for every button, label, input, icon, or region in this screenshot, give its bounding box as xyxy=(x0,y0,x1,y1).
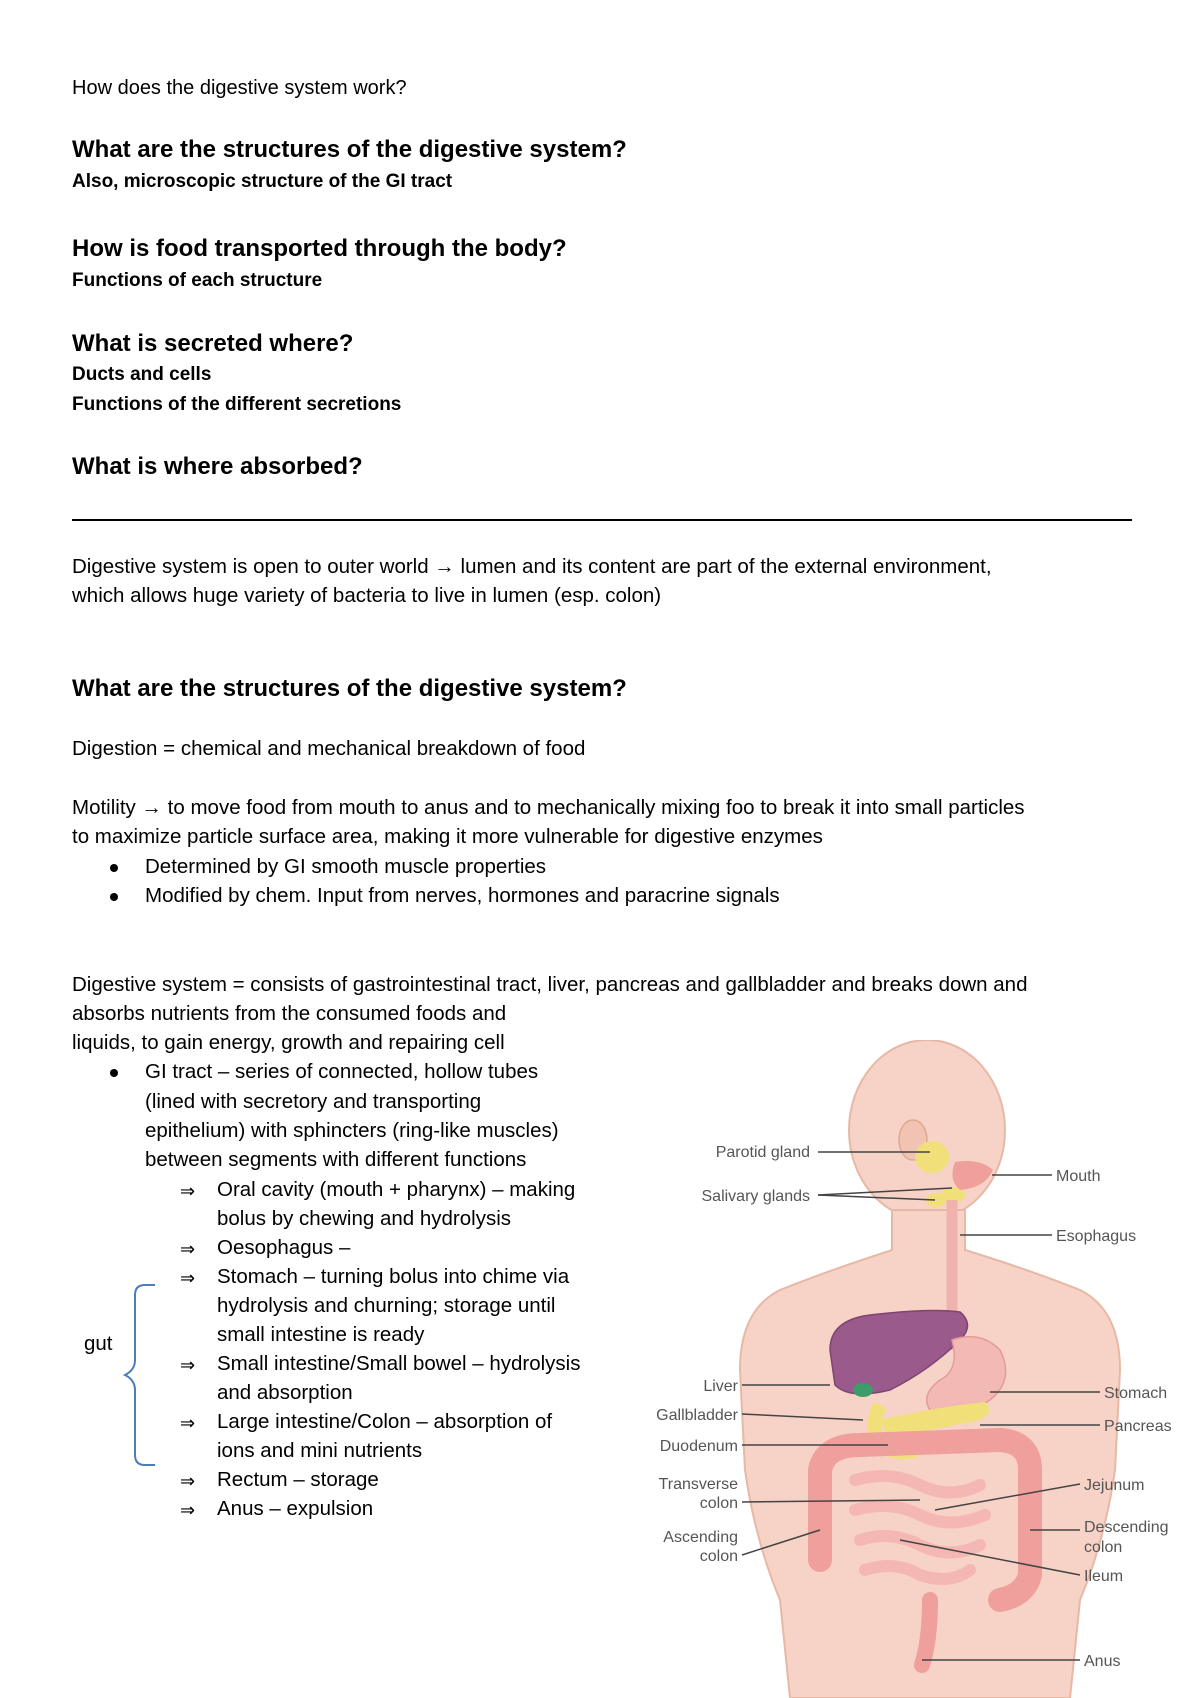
system-line-1: Digestive system = consists of gastrointestinal tract, liver, pancreas and gallbladder and breaks down and xyxy=(72,973,1028,996)
rectum-organ xyxy=(922,1600,930,1665)
part-stomach-line-3: small intestine is ready xyxy=(217,1323,425,1346)
motility-line-2: to maximize particle surface area, making it more vulnerable for digestive enzymes xyxy=(72,825,823,848)
label-descending-2: colon xyxy=(1084,1539,1123,1556)
double-arrow-icon: ⇒ xyxy=(180,1500,196,1520)
gi-bullet-line-4: between segments with different functions xyxy=(145,1148,527,1171)
label-pancreas: Pancreas xyxy=(1104,1418,1172,1435)
motility-line-1: Motility → to move food from mouth to anus and to mechanically mixing foo to break it into small particles xyxy=(72,796,1025,819)
double-arrow-icon: ⇒ xyxy=(180,1413,196,1433)
part-oesophagus: Oesophagus – xyxy=(217,1236,351,1259)
gi-bullet-line-1: GI tract – series of connected, hollow tubes xyxy=(145,1060,539,1083)
topic-heading-absorbed: What is where absorbed? xyxy=(72,453,363,480)
part-stomach-line-1: Stomach – turning bolus into chime via xyxy=(217,1265,570,1288)
label-transverse-1: Transverse xyxy=(658,1476,738,1493)
topic-sub-ducts: Ducts and cells xyxy=(72,364,212,385)
intro-question: How does the digestive system work? xyxy=(72,77,407,99)
topic-heading-structures: What are the structures of the digestive system? xyxy=(72,136,627,163)
part-anus: Anus – expulsion xyxy=(217,1497,374,1520)
system-line-2: absorbs nutrients from the consumed foods and xyxy=(72,1002,507,1025)
section-heading: What are the structures of the digestive system? xyxy=(72,675,627,702)
double-arrow-icon: ⇒ xyxy=(180,1239,196,1259)
double-arrow-icon: ⇒ xyxy=(180,1268,196,1288)
digestion-definition: Digestion = chemical and mechanical breakdown of food xyxy=(72,737,586,760)
label-ascending-2: colon xyxy=(699,1548,738,1565)
part-stomach-line-2: hydrolysis and churning; storage until xyxy=(217,1294,556,1317)
label-liver: Liver xyxy=(703,1378,738,1395)
digestive-system-diagram xyxy=(630,1040,1200,1698)
gi-bullet-line-3: epithelium) with sphincters (ring-like muscles) xyxy=(145,1119,559,1142)
motility-bullet-2: Modified by chem. Input from nerves, hormones and paracrine signals xyxy=(145,884,780,907)
part-oral-line-1: Oral cavity (mouth + pharynx) – making xyxy=(217,1178,576,1201)
label-ascending-1: Ascending xyxy=(663,1529,738,1546)
gallbladder-organ xyxy=(853,1383,873,1397)
label-stomach: Stomach xyxy=(1104,1385,1168,1402)
part-oral-line-2: bolus by chewing and hydrolysis xyxy=(217,1207,511,1230)
topic-sub-secretions: Functions of the different secretions xyxy=(72,394,402,415)
topic-heading-secreted: What is secreted where? xyxy=(72,330,354,357)
double-arrow-icon: ⇒ xyxy=(180,1471,196,1491)
label-salivary-glands: Salivary glands xyxy=(701,1188,810,1205)
topic-sub-functions: Functions of each structure xyxy=(72,270,323,291)
label-ileum: Ileum xyxy=(1084,1568,1124,1585)
bullet-icon xyxy=(110,1069,118,1077)
part-small-intestine-line-2: and absorption xyxy=(217,1381,353,1404)
gut-label: gut xyxy=(84,1332,113,1355)
open-world-line-1: Digestive system is open to outer world → lumen and its content are part of the external environment, xyxy=(72,555,992,578)
label-jejunum: Jejunum xyxy=(1084,1477,1145,1494)
label-gallbladder: Gallbladder xyxy=(656,1407,738,1424)
gi-bullet-line-2: (lined with secretory and transporting xyxy=(145,1090,482,1113)
gut-brace-icon xyxy=(115,1280,160,1470)
part-rectum: Rectum – storage xyxy=(217,1468,379,1491)
label-duodenum: Duodenum xyxy=(659,1438,738,1455)
part-small-intestine-line-1: Small intestine/Small bowel – hydrolysis xyxy=(217,1352,581,1375)
motility-bullet-1: Determined by GI smooth muscle properties xyxy=(145,855,547,878)
label-parotid-gland: Parotid gland xyxy=(715,1144,810,1161)
label-esophagus: Esophagus xyxy=(1056,1228,1137,1245)
open-world-line-2: which allows huge variety of bacteria to live in lumen (esp. colon) xyxy=(72,584,662,607)
label-descending-1: Descending xyxy=(1084,1519,1169,1536)
horizontal-rule xyxy=(72,519,1132,521)
double-arrow-icon: ⇒ xyxy=(180,1355,196,1375)
topic-heading-transport: How is food transported through the body? xyxy=(72,235,567,262)
topic-sub-microscopic: Also, microscopic structure of the GI tract xyxy=(72,171,453,192)
part-large-intestine-line-2: ions and mini nutrients xyxy=(217,1439,423,1462)
system-line-3: liquids, to gain energy, growth and repairing cell xyxy=(72,1031,505,1054)
label-mouth: Mouth xyxy=(1056,1168,1101,1185)
part-large-intestine-line-1: Large intestine/Colon – absorption of xyxy=(217,1410,553,1433)
double-arrow-icon: ⇒ xyxy=(180,1181,196,1201)
bullet-icon xyxy=(110,864,118,872)
bullet-icon xyxy=(110,893,118,901)
label-transverse-2: colon xyxy=(699,1495,738,1512)
label-anus: Anus xyxy=(1084,1653,1121,1670)
